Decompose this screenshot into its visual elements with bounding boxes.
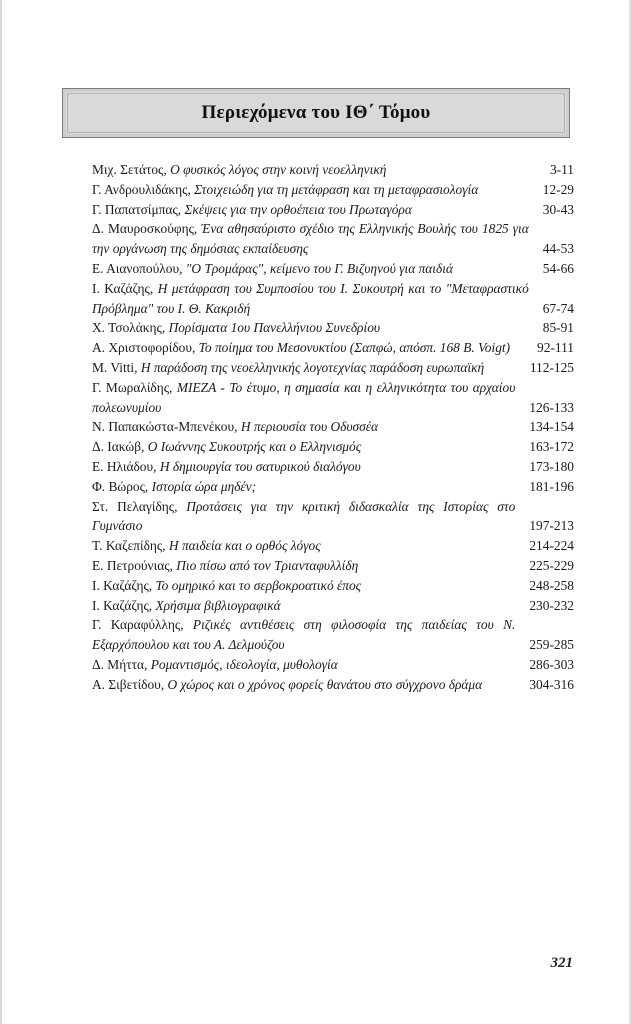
toc-entry-pages: 197-213 xyxy=(529,518,574,534)
toc-entry xyxy=(92,536,574,556)
toc-entry-text xyxy=(92,338,537,358)
toc-entry xyxy=(92,378,574,418)
toc-entry-text xyxy=(92,497,529,537)
toc-entry-pages: 85-91 xyxy=(542,320,574,336)
toc-entry-title: ΜΙΕΖΑ - Το έτυμο, η σημασία και η ελληνικότητα του αρχαίου πολεωνυμίου xyxy=(92,379,516,415)
toc-entry-title: Η περιουσία του Οδυσσέα xyxy=(240,419,379,435)
toc-entry-title: Ο φυσικός λόγος στην κοινή νεοελληνική xyxy=(170,162,387,177)
toc-entry-pages: 214-224 xyxy=(529,538,574,554)
toc-entry-author: Α. Χριστοφορίδου, xyxy=(92,340,196,356)
toc-entry-title: Το ποίημα του Μεσονυκτίου (Σαπφώ, απόσπ. 168 Β. Voigt) xyxy=(198,340,511,356)
toc-entry xyxy=(92,497,574,537)
toc-entry-text xyxy=(92,576,529,596)
toc-entry xyxy=(92,596,574,616)
toc-entry-pages: 259-285 xyxy=(529,637,574,653)
toc-entry-author: Γ. Μωραλίδης, xyxy=(92,379,173,395)
toc-entry-pages: 12-29 xyxy=(542,181,574,197)
toc-entry-pages: 230-232 xyxy=(529,597,574,613)
toc-entry-title: Ένα αθησαύριστο σχέδιο της Ελληνικής Βουλής του 1825 για την οργάνωση της δημόσιας εκπαίδευσης xyxy=(92,221,529,257)
toc-entry-author: Ε. Αιανοπούλου, xyxy=(92,260,183,276)
toc-entry-text xyxy=(92,457,529,477)
toc-entry xyxy=(92,219,574,259)
toc-entry-text xyxy=(92,536,529,556)
toc-entry xyxy=(92,200,574,220)
toc-entry-author: Χ. Τσολάκης, xyxy=(92,320,166,336)
toc-entry xyxy=(92,358,574,378)
toc-entry-pages: 304-316 xyxy=(529,676,574,692)
toc-entry-author: Τ. Καζεπίδης, xyxy=(92,538,166,554)
toc-entry-author: Γ. Παπατσίμπας, xyxy=(92,201,182,217)
toc-entry xyxy=(92,655,574,675)
toc-entry xyxy=(92,279,574,319)
toc-entry-author: Α. Σιβετίδου, xyxy=(92,676,165,692)
toc-entry-pages: 163-172 xyxy=(529,439,574,455)
toc-entry xyxy=(92,180,574,200)
toc-entry-title: Ο Ιωάννης Συκουτρής και ο Ελληνισμός xyxy=(147,439,362,455)
toc-entry-text xyxy=(92,378,529,418)
toc-entry-title: Πιο πίσω από τον Τριανταφυλλίδη xyxy=(176,557,359,573)
toc-entry xyxy=(92,338,574,358)
toc-entry-pages: 286-303 xyxy=(529,656,574,672)
toc-entry-title: "Ο Τρομάρας", κείμενο του Γ. Βιζυηνού για παιδιά xyxy=(185,260,454,276)
toc-entry-author: Ε. Ηλιάδου, xyxy=(92,458,157,474)
toc-entry xyxy=(92,675,574,695)
toc-entry-text xyxy=(92,477,529,497)
page-number: 321 xyxy=(550,955,573,971)
toc-entry-pages: 181-196 xyxy=(529,478,574,494)
toc-entry-pages: 30-43 xyxy=(542,201,574,217)
toc-entry-pages: 173-180 xyxy=(529,458,574,474)
toc-entry-title: Η μετάφραση του Συμποσίου του Ι. Συκουτρή και το "Μεταφραστικό Πρόβλημα" του Ι. Θ. Κακριδή xyxy=(92,280,529,316)
toc-entry-text xyxy=(92,200,543,220)
toc-entry-pages: 44-53 xyxy=(542,241,574,257)
toc-entry-text xyxy=(92,259,543,279)
toc-entry-pages: 67-74 xyxy=(542,300,574,316)
toc-entry xyxy=(92,437,574,457)
toc-entry-author: Ι. Καζάζης, xyxy=(92,577,153,593)
toc-entry-text xyxy=(92,655,529,675)
toc-entry-author: Φ. Βώρος, xyxy=(92,478,149,494)
title-box xyxy=(62,88,570,138)
toc-entry-title: Ρομαντισμός, ιδεολογία, μυθολογία xyxy=(150,656,338,672)
toc-entry-author: M. Vitti, xyxy=(92,359,138,375)
toc-entry-title: Προτάσεις για την κριτική διδασκαλία της Ιστορίας στο Γυμνάσιο xyxy=(92,498,516,534)
toc-entry-author: Δ. Μαυροσκούφης, xyxy=(92,221,198,237)
toc-entry-author: Γ. Ανδρουλιδάκης, xyxy=(92,181,191,197)
toc-entry-author: Ν. Παπακώστα-Μπενέκου, xyxy=(92,419,238,435)
toc-entry-title: Το ομηρικό και το σερβοκροατικό έπος xyxy=(155,577,362,593)
toc-entry-pages: 54-66 xyxy=(542,260,574,276)
toc-entry-title: Χρήσιμα βιβλιογραφικά xyxy=(155,597,281,613)
toc-entry-text xyxy=(92,556,529,576)
toc-entry-pages: 3-11 xyxy=(549,162,574,177)
toc-entry xyxy=(92,615,574,655)
toc-entry-pages: 126-133 xyxy=(529,399,574,415)
toc-entry-text xyxy=(92,417,529,437)
toc-entry-author: Γ. Καραφύλλης, xyxy=(92,617,184,633)
toc-entry-title: Πορίσματα 1ου Πανελλήνιου Συνεδρίου xyxy=(168,320,381,336)
toc-entry xyxy=(92,417,574,437)
toc-entry-author: Ι. Καζάζης, xyxy=(92,280,154,296)
toc-entry xyxy=(92,259,574,279)
toc-entry-title: Η δημιουργία του σατυρικού διαλόγου xyxy=(159,458,361,474)
toc-entry-text xyxy=(92,437,529,457)
toc-entry-author: Ι. Καζάζης, xyxy=(92,597,153,613)
toc-entry-text xyxy=(92,596,529,616)
toc-entry-author: Δ. Ιακώβ, xyxy=(92,439,145,455)
page-title: Περιεχόμενα του ΙΘ΄ Τόμου xyxy=(201,102,431,123)
table-of-contents xyxy=(92,160,574,695)
toc-entry-pages: 248-258 xyxy=(529,577,574,593)
toc-entry-author: Μιχ. Σετάτος, xyxy=(92,162,167,177)
toc-entry xyxy=(92,160,574,180)
toc-entry-title: Ο χώρος και ο χρόνος φορείς θανάτου στο σύγχρονο δράμα xyxy=(167,676,483,692)
toc-entry-author: Δ. Μήττα, xyxy=(92,656,148,672)
toc-entry-pages: 112-125 xyxy=(529,359,574,375)
toc-entry-text xyxy=(92,219,543,259)
toc-entry-pages: 92-111 xyxy=(537,340,574,356)
toc-entry-text xyxy=(92,160,550,180)
toc-entry-text xyxy=(92,615,529,655)
toc-entry xyxy=(92,318,574,338)
toc-entry-title: Ιστορία ώρα μηδέν; xyxy=(151,478,257,494)
toc-entry-author: Ε. Πετρούνιας, xyxy=(92,557,173,573)
toc-entry-title: Η παράδοση της νεοελληνικής λογοτεχνίας παράδοση ευρωπαϊκή xyxy=(140,359,485,375)
toc-entry-text xyxy=(92,180,543,200)
toc-entry xyxy=(92,576,574,596)
toc-entry-text xyxy=(92,358,530,378)
toc-entry-author: Στ. Πελαγίδης, xyxy=(92,498,178,514)
toc-entry-pages: 134-154 xyxy=(529,419,574,435)
toc-entry-title: Ριζικές αντιθέσεις στη φιλοσοφία της παιδείας του Ν. Εξαρχόπουλου και του Α. Δελμούζου xyxy=(92,617,516,653)
toc-entry-pages: 225-229 xyxy=(529,557,574,573)
toc-entry-title: Στοιχειώδη για τη μετάφραση και τη μεταφρασιολογία xyxy=(194,181,479,197)
toc-entry-text xyxy=(92,318,543,338)
toc-entry xyxy=(92,477,574,497)
toc-entry xyxy=(92,457,574,477)
toc-entry-text xyxy=(92,675,529,695)
toc-entry-title: Η παιδεία και ο ορθός λόγος xyxy=(168,538,321,554)
toc-entry-title: Σκέψεις για την ορθοέπεια του Πρωταγόρα xyxy=(184,201,412,217)
toc-entry-text xyxy=(92,279,543,319)
toc-entry xyxy=(92,556,574,576)
